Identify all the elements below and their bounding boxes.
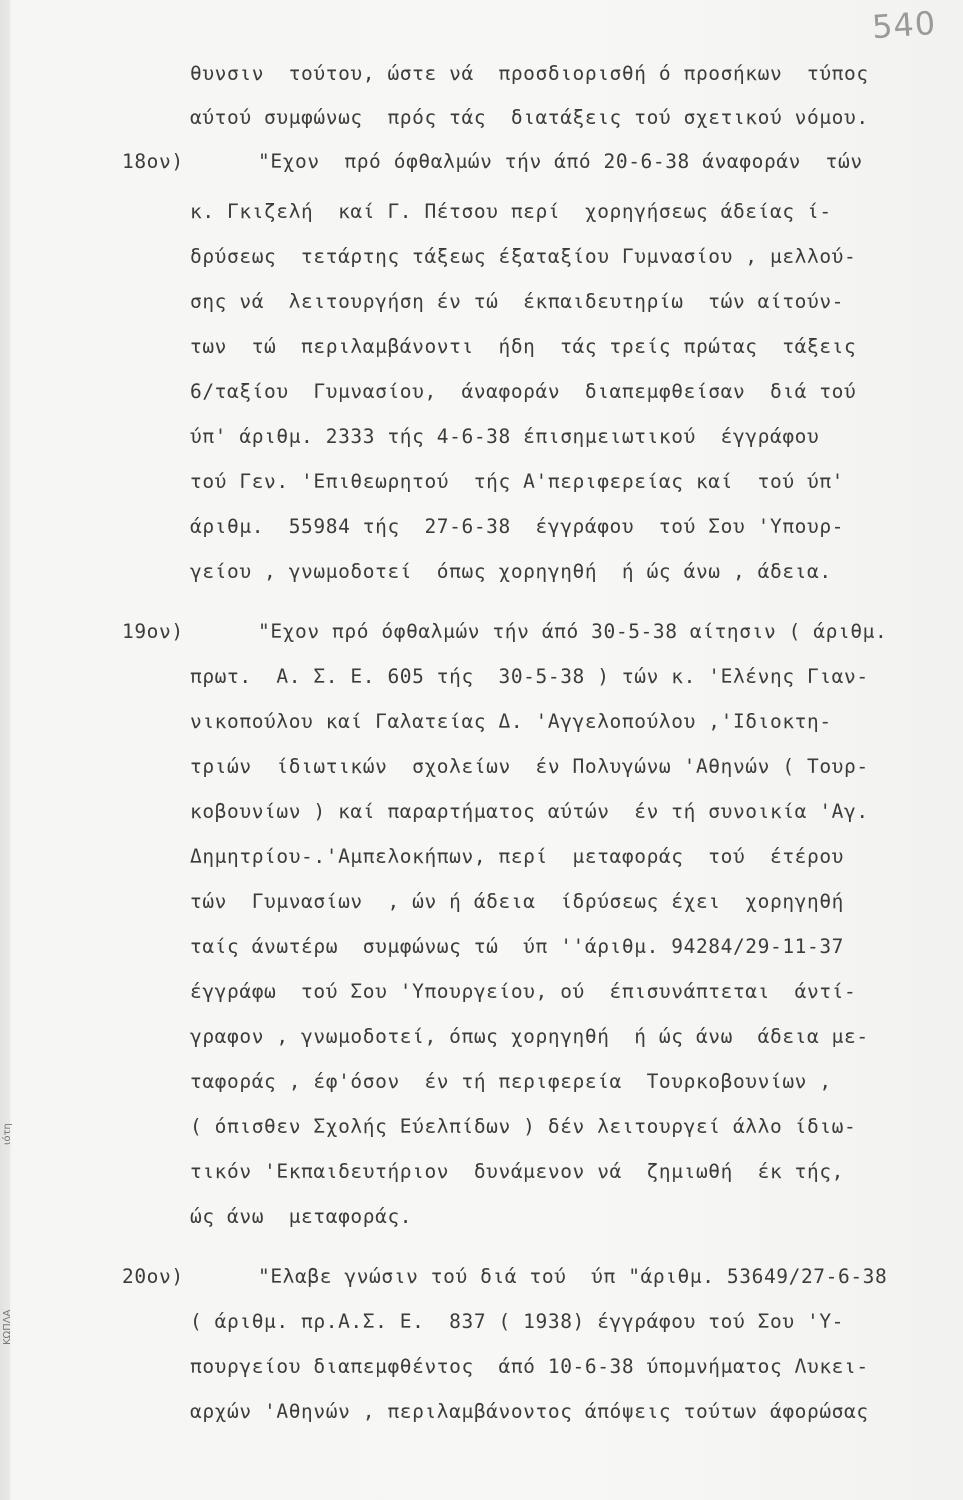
text-line: σης νά λειτουργήση έν τώ έκπαιδευτηρίω τών αίτούν- bbox=[190, 290, 845, 313]
text-line: ύπ' άριθμ. 2333 τής 4-6-38 έπισημειωτικού έγγράφου bbox=[190, 425, 820, 448]
text-line: θυνσιν τούτου, ώστε νά προσδιορισθή ό προσήκων τύπος bbox=[190, 62, 869, 85]
text-line: ταίς άνωτέρω συμφώνως τώ ύπ ''άριθμ. 94284/29-11-37 bbox=[190, 935, 845, 958]
text-line: τριών ίδιωτικών σχολείων έν Πολυγώνω 'Αθηνών ( Τουρ- bbox=[190, 755, 869, 778]
binding-edge bbox=[0, 0, 10, 1500]
text-line: δρύσεως τετάρτης τάξεως έξαταξίου Γυμνασίου , μελλού- bbox=[190, 245, 857, 268]
page-number: 540 bbox=[870, 3, 938, 47]
text-line: 6/ταξίου Γυμνασίου, άναφοράν διαπεμφθείσαν διά τού bbox=[190, 380, 857, 403]
item-number: 19ον) bbox=[122, 620, 184, 643]
text-line: των τώ περιλαμβάνοντι ήδη τάς τρείς πρώτας τάξεις bbox=[190, 335, 857, 358]
text-line: γραφον , γνωμοδοτεί, όπως χορηγηθή ή ώς άνω άδεια με- bbox=[190, 1025, 869, 1048]
text-line: έγγράφω τού Σου 'Υπουργείου, ού έπισυνάπτεται άντί- bbox=[190, 980, 857, 1003]
text-line: "Εχον πρό όφθαλμών τήν άπό 30-5-38 αίτησιν ( άριθμ. bbox=[258, 620, 888, 643]
text-line: τικόν 'Εκπαιδευτήριον δυνάμενον νά ζημιωθή έκ τής, bbox=[190, 1160, 845, 1183]
text-line: ταφοράς , έφ'όσον έν τή περιφερεία Τουρκοβουνίων , bbox=[190, 1070, 832, 1093]
text-line: κοβουνίων ) καί παραρτήματος αύτών έν τή συνοικία 'Αγ. bbox=[190, 800, 869, 823]
margin-mark: ΚΩΠΛΑ bbox=[2, 1309, 13, 1345]
text-line: ( όπισθεν Σχολής Εύελπίδων ) δέν λειτουργεί άλλο ίδιω- bbox=[190, 1115, 857, 1138]
text-line: πουργείου διαπεμφθέντος άπό 10-6-38 ύπομνήματος Λυκει- bbox=[190, 1355, 869, 1378]
text-line: ( άριθμ. πρ.Α.Σ. Ε. 837 ( 1938) έγγράφου τού Σου 'Υ- bbox=[190, 1310, 845, 1333]
text-line: πρωτ. Α. Σ. Ε. 605 τής 30-5-38 ) τών κ. 'Ελένης Γιαν- bbox=[190, 665, 869, 688]
margin-mark: ιότη bbox=[2, 1123, 13, 1145]
text-line: "Εχον πρό όφθαλμών τήν άπό 20-6-38 άναφοράν τών bbox=[258, 150, 863, 173]
text-line: κ. Γκιζελή καί Γ. Πέτσου περί χορηγήσεως άδείας ί- bbox=[190, 200, 832, 223]
text-line: τών Γυμνασίων , ών ή άδεια ίδρύσεως έχει χορηγηθή bbox=[190, 890, 845, 913]
text-line: αύτού συμφώνως πρός τάς διατάξεις τού σχετικού νόμου. bbox=[190, 106, 869, 129]
text-line: ώς άνω μεταφοράς. bbox=[190, 1205, 413, 1228]
text-line: γείου , γνωμοδοτεί όπως χορηγηθή ή ώς άνω , άδεια. bbox=[190, 560, 832, 583]
text-line: Δημητρίου-.'Αμπελοκήπων, περί μεταφοράς τού έτέρου bbox=[190, 845, 845, 868]
item-number: 20ον) bbox=[122, 1265, 184, 1288]
text-line: τού Γεν. 'Επιθεωρητού τής Α'περιφερείας καί τού ύπ' bbox=[190, 470, 845, 493]
text-line: αρχών 'Αθηνών , περιλαμβάνοντος άπόψεις τούτων άφορώσας bbox=[190, 1400, 869, 1423]
item-number: 18ον) bbox=[122, 150, 184, 173]
text-line: "Ελαβε γνώσιν τού διά τού ύπ "άριθμ. 53649/27-6-38 bbox=[258, 1265, 888, 1288]
text-line: άριθμ. 55984 τής 27-6-38 έγγράφου τού Σου 'Υπουρ- bbox=[190, 515, 845, 538]
text-line: νικοπούλου καί Γαλατείας Δ. 'Αγγελοπούλου ,'Ιδιοκτη- bbox=[190, 710, 832, 733]
